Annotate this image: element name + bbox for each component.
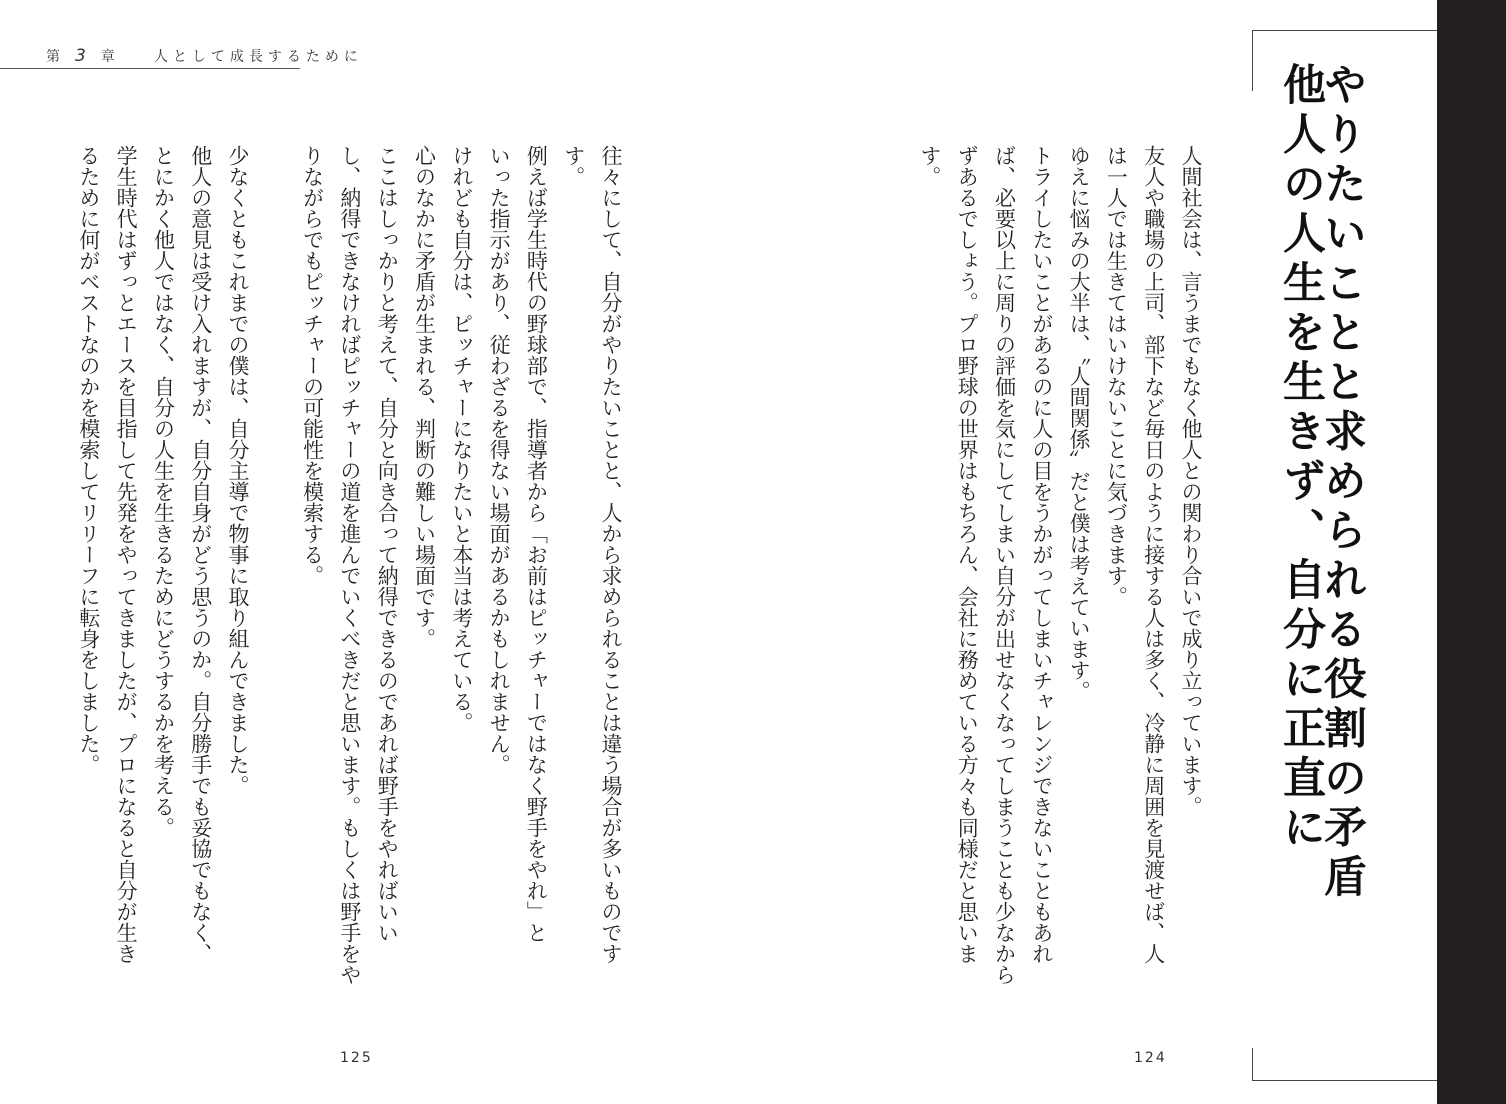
header-rule: [0, 68, 300, 69]
text-line: [256, 145, 293, 995]
text-line: 少なくともこれまでの僕は、自分主導で物事に取り組んできました。: [226, 145, 251, 796]
text-line: 往々にして、自分がやりたいことと、人から求められることは違う場合が多いものです: [599, 145, 623, 964]
text-line: 人間社会は、言うまでもなく他人との関わり合いで成り立っています。: [1179, 145, 1203, 817]
heading-line-1: やりたいことと求められる役割の矛盾: [1317, 62, 1367, 904]
text-line: とにかく他人ではなく、自分の人生を生きるためにどうするかを考える。: [151, 145, 176, 838]
text-line: 学生時代はずっとエースを目指して先発をやってきましたが、プロになると自分が生き: [114, 145, 139, 964]
text-line: りながらでもピッチャーの可能性を模索する。: [300, 145, 325, 586]
text-line: は一人では生きてはいけないことに気づきます。: [1104, 145, 1129, 607]
text-line: 他人の意見は受け入れますが、自分自身がどう思うのか。自分勝手でも妥協でもなく、: [188, 145, 213, 964]
section-heading: [1276, 62, 1367, 942]
text-line: ずあるでしょう。プロ野球の世界はもちろん、会社に務めている方々も同様だと思いま: [955, 145, 980, 964]
text-line: し、納得できなければピッチャーの道を進んでいくべきだと思います。もしくは野手をや: [337, 145, 362, 985]
text-line: けれども自分は、ピッチャーになりたいと本当は考えている。: [449, 145, 474, 733]
text-line: ここはしっかりと考えて、自分と向き合って納得できるのであれば野手をやればいい: [375, 145, 400, 943]
right-page-body: [911, 145, 1209, 995]
chapter-suffix: 章: [100, 49, 120, 65]
chapter-title: 人として成長するために: [153, 49, 363, 65]
text-line: 心のなかに矛盾が生まれる、判断の難しい場面です。: [412, 145, 437, 649]
heading-bracket-bottom: [1252, 1048, 1438, 1081]
page-number-left: 125: [340, 1050, 373, 1066]
heading-bracket-top: [1252, 30, 1438, 91]
text-line: す。: [561, 145, 586, 187]
text-line: トライしたいことがあるのに人の目をうかがってしまいチャレンジできないこともあれ: [1029, 145, 1054, 964]
left-page-body: [70, 145, 629, 995]
text-line: ゆえに悩みの大半は、〝人間関係〟だと僕は考えています。: [1067, 145, 1092, 702]
page-number-right: 124: [1134, 1050, 1167, 1066]
chapter-prefix: 第: [46, 49, 65, 65]
text-line: ば、必要以上に周りの評価を気にしてしまい自分が出せなくなってしまうことも少なから: [992, 145, 1017, 985]
thumb-index-bar: [1437, 0, 1506, 1104]
text-line: す。: [917, 145, 942, 187]
chapter-number: 3: [75, 46, 91, 66]
text-line: 友人や職場の上司、部下など毎日のように接する人は多く、冷静に周囲を見渡せば、人: [1141, 145, 1166, 964]
text-line: 例えば学生時代の野球部で、指導者から「お前はピッチャーではなく野手をやれ」と: [524, 145, 549, 943]
heading-line-2: 他人の人生を生きず、自分に正直に: [1276, 62, 1326, 854]
running-header: [46, 46, 363, 66]
text-line: るために何がベストなのかを模索してリリーフに転身をしました。: [76, 145, 101, 775]
text-line: いった指示があり、従わざるを得ない場面があるかもしれません。: [487, 145, 512, 775]
